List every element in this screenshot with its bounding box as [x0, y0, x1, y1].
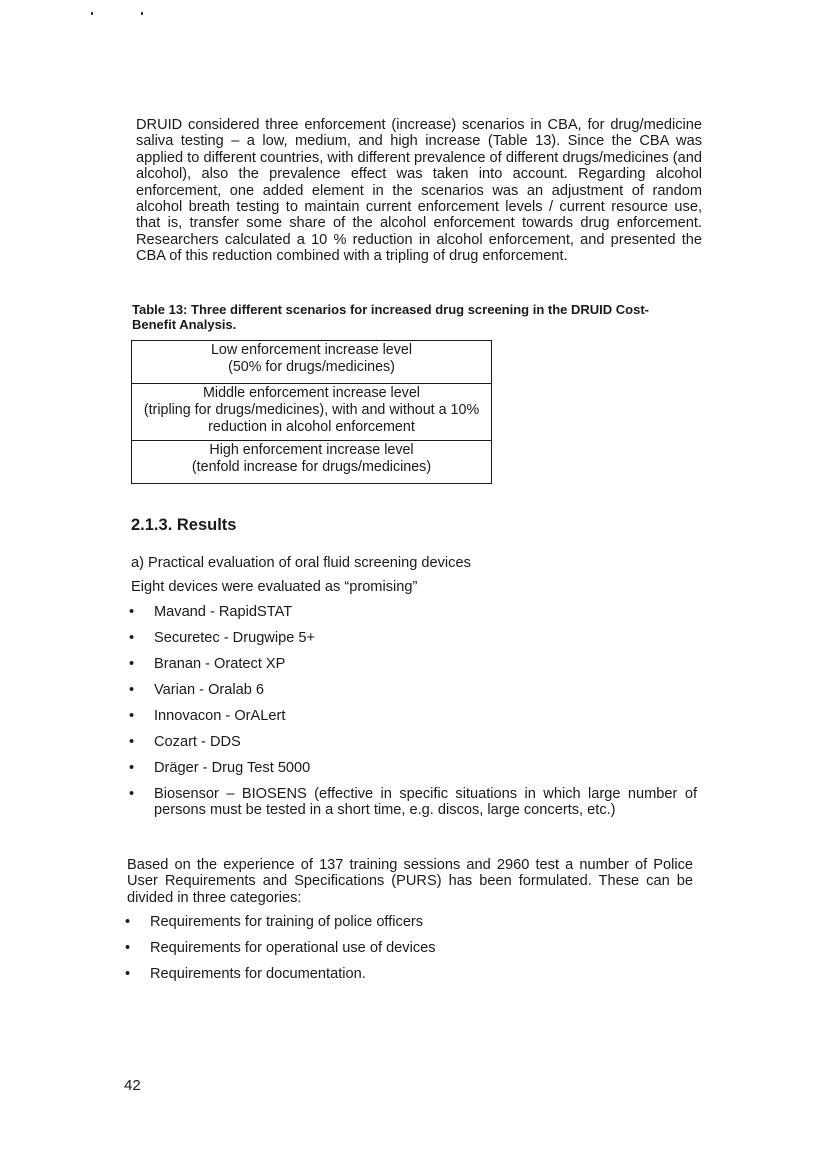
list-item: [129, 630, 697, 646]
bullet-dot: •: [129, 656, 135, 672]
requirement-text: Requirements for operational use of devices: [150, 940, 436, 956]
device-name: Branan - Oratect XP: [154, 656, 286, 672]
device-list: [129, 604, 697, 818]
devices-lead: Eight devices were evaluated as “promising”: [131, 579, 418, 595]
bullet-dot: •: [129, 734, 135, 750]
list-item: [125, 914, 695, 930]
bullet-dot: •: [129, 708, 135, 724]
requirement-text: Requirements for documentation.: [150, 966, 366, 982]
bullet-dot: •: [125, 914, 131, 930]
list-item: [129, 734, 697, 750]
bullet-dot: •: [129, 682, 135, 698]
table-cell: [132, 384, 492, 441]
cell-detail: (tenfold increase for drugs/medicines): [191, 459, 432, 475]
bullet-dot: •: [129, 604, 135, 620]
list-item: [125, 966, 695, 982]
list-item: [129, 708, 697, 724]
bullet-dot: •: [125, 966, 131, 982]
cell-title: Low enforcement increase level: [210, 342, 413, 358]
device-name: Biosensor – BIOSENS (effective in specific situations in which large number of persons must be tested in a short time, e.g. discos, large concerts, etc.): [154, 786, 697, 818]
device-name: Cozart - DDS: [154, 734, 241, 750]
list-item: [129, 604, 697, 620]
device-name: Innovacon - OrALert: [154, 708, 286, 724]
cell-title: Middle enforcement increase level: [203, 385, 420, 401]
page-number: 42: [124, 1077, 141, 1094]
table-cell: [132, 341, 492, 384]
section-heading: 2.1.3. Results: [131, 516, 237, 534]
requirements-list: [125, 914, 695, 982]
requirement-text: Requirements for training of police officers: [150, 914, 424, 930]
scenarios-table: [131, 340, 492, 484]
cell-title: High enforcement increase level: [209, 442, 414, 458]
table-caption: Table 13: Three different scenarios for increased drug screening in the DRUID Cost-Benefit Analysis.: [132, 302, 649, 332]
device-name: Varian - Oralab 6: [154, 682, 265, 698]
subsection-title: a) Practical evaluation of oral fluid screening devices: [131, 555, 471, 571]
bullet-dot: •: [129, 786, 135, 802]
list-item: [129, 682, 697, 698]
intro-paragraph: DRUID considered three enforcement (increase) scenarios in CBA, for drug/medicine saliva testing – a low, medium, and high increase (Table 13). Since the CBA was applied to different countries, with different prevalence of different drugs/medicines (and alcohol), also the prevalence effect was taken into account. Regarding alcohol enforcement, one added element in the scenarios was an adjustment of random alcohol breath testing to maintain current enforcement levels / current resource use, that is, transfer some share of the alcohol enforcement towards drug enforcement. Researchers calculated a 10 % reduction in alcohol enforcement, and presented the CBA of this reduction combined with a tripling of drug enforcement.: [136, 117, 702, 265]
cell-detail: (tripling for drugs/medicines), with and without a 10% reduction in alcohol enforcement: [143, 402, 480, 435]
scan-speck: [141, 12, 143, 15]
list-item: [129, 786, 697, 818]
bullet-dot: •: [129, 630, 135, 646]
list-item: [125, 940, 695, 956]
device-name: Mavand - RapidSTAT: [154, 604, 293, 620]
table-row: [132, 441, 492, 484]
list-item: [129, 760, 697, 776]
scan-speck: [91, 12, 93, 15]
device-name: Dräger - Drug Test 5000: [154, 760, 311, 776]
table-row: [132, 384, 492, 441]
table-row: [132, 341, 492, 384]
bullet-dot: •: [125, 940, 131, 956]
table-cell: [132, 441, 492, 484]
list-item: [129, 656, 697, 672]
device-name: Securetec - Drugwipe 5+: [154, 630, 316, 646]
requirements-paragraph: Based on the experience of 137 training sessions and 2960 test a number of Police User Requirements and Specifications (PURS) has been formulated. These can be divided in three categories:: [127, 857, 693, 906]
bullet-dot: •: [129, 760, 135, 776]
cell-detail: (50% for drugs/medicines): [228, 359, 395, 375]
